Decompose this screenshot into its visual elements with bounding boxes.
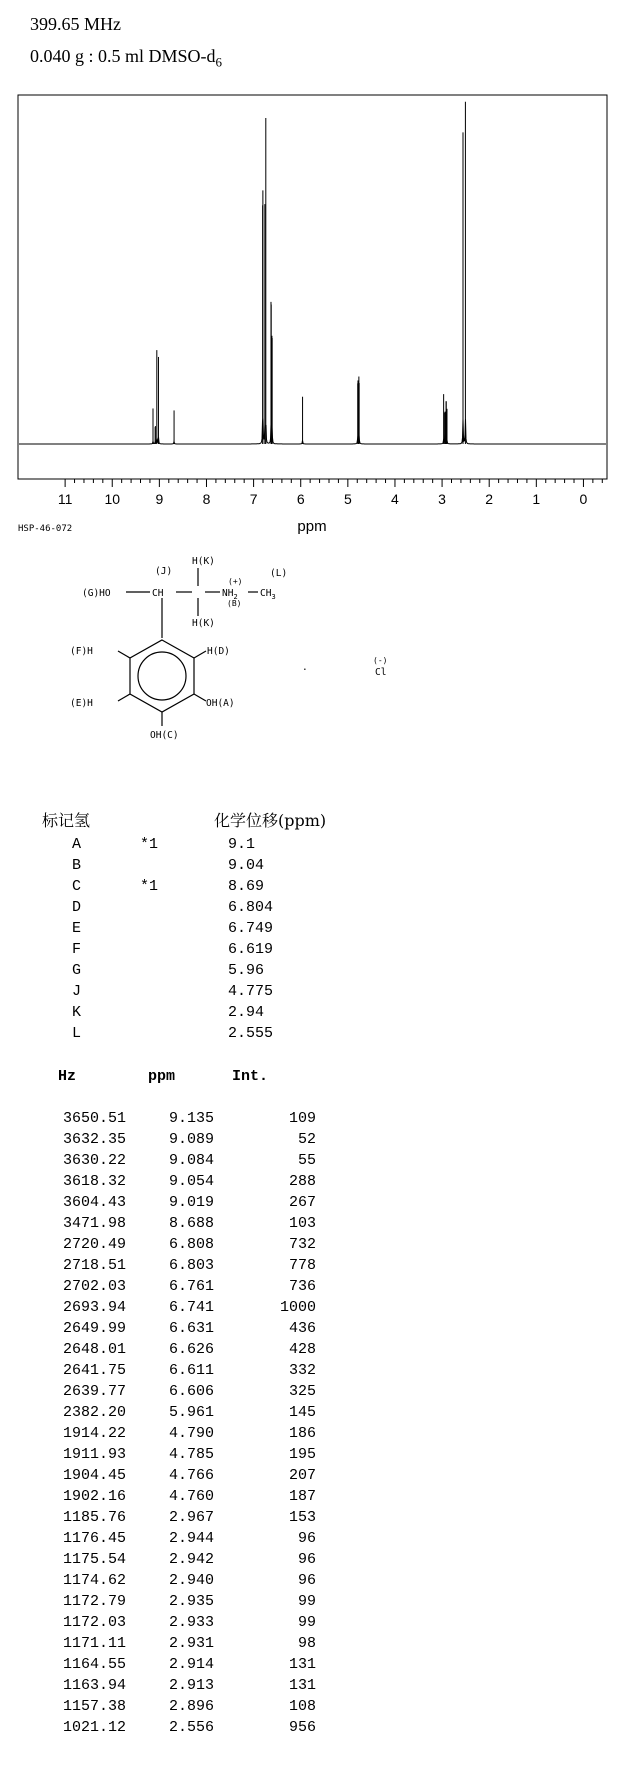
peak-ppm: 6.606 [168, 1383, 214, 1400]
peak-intensity: 145 [288, 1404, 316, 1421]
assignment-label: E [72, 920, 82, 937]
peak-hz: 1904.45 [62, 1467, 126, 1484]
peak-intensity: 96 [297, 1551, 316, 1568]
peak-hz: 3471.98 [62, 1215, 126, 1232]
peak-intensity: 99 [297, 1593, 316, 1610]
peak-intensity: 131 [288, 1677, 316, 1694]
x-tick-label: 1 [532, 491, 541, 507]
peak-intensity: 108 [288, 1698, 316, 1715]
peak-intensity: 732 [288, 1236, 316, 1253]
assignment-shift: 2.94 [228, 1004, 265, 1021]
label-oh-a: OH(A) [206, 698, 235, 709]
bond-ring-hd [194, 651, 206, 658]
label-d: H(D) [207, 646, 230, 657]
peak-lines [153, 102, 465, 444]
col-ppm: ppm [148, 1068, 176, 1085]
peak-hz: 1176.45 [62, 1530, 126, 1547]
peak-hz: 2382.20 [62, 1404, 126, 1421]
peak-hz: 1174.62 [62, 1572, 126, 1589]
peak-intensity: 55 [297, 1152, 316, 1169]
peak-ppm: 4.766 [168, 1467, 214, 1484]
peak-ppm: 2.896 [168, 1698, 214, 1715]
peak-hz: 3632.35 [62, 1131, 126, 1148]
label-l: (L) [270, 568, 288, 579]
x-tick-label: 8 [202, 491, 211, 507]
peak-hz: 1185.76 [62, 1509, 126, 1526]
label-plus: (+) [228, 577, 243, 586]
assignment-label: F [72, 941, 82, 958]
peak-hz: 1172.03 [62, 1614, 126, 1631]
peak-ppm: 6.626 [168, 1341, 214, 1358]
peak-ppm: 6.808 [168, 1236, 214, 1253]
peak-hz: 2693.94 [62, 1299, 126, 1316]
label-j: (J) [155, 566, 173, 577]
x-tick-label: 5 [343, 491, 352, 507]
label-nh2: $NH_2$ [222, 588, 238, 601]
peak-intensity: 956 [288, 1719, 316, 1736]
label-e: (E)H [70, 698, 93, 709]
peak-ppm: 5.961 [168, 1404, 214, 1421]
assignment-label: D [72, 899, 82, 916]
peak-hz: 2649.99 [62, 1320, 126, 1337]
peak-ppm: 9.089 [168, 1131, 214, 1148]
assignment-header-label: 标记氢 [42, 811, 91, 830]
peak-hz: 3618.32 [62, 1173, 126, 1190]
assignment-label: J [72, 983, 82, 1000]
peak-intensity: 207 [288, 1467, 316, 1484]
bond-ring-oha [194, 694, 206, 701]
frequency-label: 399.65 MHz [30, 14, 121, 34]
label-cl: Cl [375, 667, 387, 678]
peak-ppm: 2.967 [168, 1509, 214, 1526]
peak-intensity: 131 [288, 1656, 316, 1673]
peak-intensity: 195 [288, 1446, 316, 1463]
peak-ppm: 2.935 [168, 1593, 214, 1610]
peak-intensity: 96 [297, 1572, 316, 1589]
peak-intensity: 96 [297, 1530, 316, 1547]
assignment-shift: 2.555 [228, 1025, 274, 1042]
peak-ppm: 9.019 [168, 1194, 214, 1211]
peak-hz: 3604.43 [62, 1194, 126, 1211]
peak-ppm: 2.931 [168, 1635, 214, 1652]
peak-intensity: 109 [288, 1110, 316, 1127]
assignment-label: A [72, 836, 82, 853]
peak-intensity: 103 [288, 1215, 316, 1232]
peak-intensity: 736 [288, 1278, 316, 1295]
assignment-label: B [72, 857, 82, 874]
peak-hz: 1172.79 [62, 1593, 126, 1610]
peak-ppm: 2.913 [168, 1677, 214, 1694]
x-tick-label: 9 [155, 491, 164, 507]
peak-ppm: 2.944 [168, 1530, 214, 1547]
peak-ppm: 6.631 [168, 1320, 214, 1337]
bond-ring-hf [118, 651, 130, 658]
peak-ppm: 6.761 [168, 1278, 214, 1295]
assignment-shift: 9.04 [228, 857, 265, 874]
peak-intensity: 332 [288, 1362, 316, 1379]
bond-ring-he [118, 694, 130, 701]
peak-hz: 1902.16 [62, 1488, 126, 1505]
assignment-label: C [72, 878, 82, 895]
assignment-shift: 6.804 [228, 899, 274, 916]
peak-hz: 1914.22 [62, 1425, 126, 1442]
assignment-shift: 6.749 [228, 920, 274, 937]
peak-intensity: 778 [288, 1257, 316, 1274]
peak-hz: 1175.54 [62, 1551, 126, 1568]
spectrum-trace [19, 419, 606, 445]
label-minus: (-) [373, 656, 388, 665]
peak-intensity: 288 [288, 1173, 316, 1190]
peak-ppm: 4.760 [168, 1488, 214, 1505]
peak-ppm: 8.688 [168, 1215, 214, 1232]
label-ch: CH [152, 588, 164, 599]
assignment-shift: 5.96 [228, 962, 265, 979]
peak-hz: 1911.93 [62, 1446, 126, 1463]
x-tick-label: 11 [57, 491, 73, 507]
col-hz: Hz [58, 1068, 77, 1085]
peak-intensity: 186 [288, 1425, 316, 1442]
assignment-label: K [72, 1004, 82, 1021]
label-ch3: $CH_3$ [260, 588, 276, 601]
col-int: Int. [232, 1068, 269, 1085]
peak-ppm: 9.054 [168, 1173, 214, 1190]
assignment-note: *1 [140, 878, 159, 895]
peak-hz: 2641.75 [62, 1362, 126, 1379]
peak-ppm: 9.135 [168, 1110, 214, 1127]
peak-ppm: 6.803 [168, 1257, 214, 1274]
x-axis-label: ppm [297, 518, 327, 535]
label-b: (B) [227, 599, 242, 608]
peak-hz: 1171.11 [62, 1635, 126, 1652]
x-tick-label: 10 [104, 491, 121, 507]
x-tick-label: 3 [438, 491, 446, 507]
peak-intensity: 436 [288, 1320, 316, 1337]
peak-intensity: 187 [288, 1488, 316, 1505]
peak-ppm: 2.942 [168, 1551, 214, 1568]
peak-hz: 2639.77 [62, 1383, 126, 1400]
peak-intensity: 98 [297, 1635, 316, 1652]
peak-ppm: 9.084 [168, 1152, 214, 1169]
label-dot: . [302, 662, 308, 673]
x-tick-label: 4 [391, 491, 399, 507]
peak-hz: 3650.51 [62, 1110, 126, 1127]
peak-hz: 3630.22 [62, 1152, 126, 1169]
x-axis-ticks [65, 479, 602, 487]
assignment-shift: 6.619 [228, 941, 274, 958]
assignment-label: G [72, 962, 82, 979]
plot-frame [18, 95, 607, 479]
x-tick-label: 2 [485, 491, 494, 507]
peak-intensity: 428 [288, 1341, 316, 1358]
peak-hz: 2720.49 [62, 1236, 126, 1253]
peak-ppm: 2.933 [168, 1614, 214, 1631]
assignment-shift: 9.1 [228, 836, 256, 853]
x-tick-label: 0 [579, 491, 588, 507]
peak-hz: 2648.01 [62, 1341, 126, 1358]
assignment-shift: 4.775 [228, 983, 274, 1000]
peak-ppm: 2.940 [168, 1572, 214, 1589]
label-oh-c: OH(C) [150, 730, 179, 741]
benzene-ring [130, 640, 194, 712]
peak-intensity: 1000 [279, 1299, 316, 1316]
structure-diagram [0, 540, 625, 790]
label-oh-g: (G)HO [82, 588, 111, 599]
assignment-shift: 8.69 [228, 878, 265, 895]
peak-hz: 2718.51 [62, 1257, 126, 1274]
aromatic-circle [138, 652, 186, 700]
assignment-note: *1 [140, 836, 159, 853]
nmr-spectrum-chart [0, 0, 625, 540]
peak-ppm: 4.790 [168, 1425, 214, 1442]
peak-intensity: 99 [297, 1614, 316, 1631]
peak-intensity: 153 [288, 1509, 316, 1526]
peak-hz: 1157.38 [62, 1698, 126, 1715]
peak-ppm: 6.611 [168, 1362, 214, 1379]
peak-ppm: 2.914 [168, 1656, 214, 1673]
peak-hz: 1164.55 [62, 1656, 126, 1673]
peak-intensity: 267 [288, 1194, 316, 1211]
assignment-header-shift: 化学位移(ppm) [214, 811, 327, 830]
spectrum-id: HSP-46-072 [18, 524, 73, 534]
peak-ppm: 6.741 [168, 1299, 214, 1316]
peak-ppm: 2.556 [168, 1719, 214, 1736]
peak-hz: 1021.12 [62, 1719, 126, 1736]
label-f: (F)H [70, 646, 93, 657]
label-hk-bot: H(K) [192, 618, 215, 629]
sample-label: 0.040 g : 0.5 ml DMSO-$d_6$ [30, 46, 223, 70]
peak-hz: 1163.94 [62, 1677, 126, 1694]
x-axis-tick-labels [58, 491, 588, 507]
assignment-label: L [72, 1025, 82, 1042]
peak-intensity: 52 [297, 1131, 316, 1148]
label-hk-top: H(K) [192, 556, 215, 567]
peak-ppm: 4.785 [168, 1446, 214, 1463]
x-tick-label: 7 [249, 491, 258, 507]
peak-hz: 2702.03 [62, 1278, 126, 1295]
peak-intensity: 325 [288, 1383, 316, 1400]
x-tick-label: 6 [296, 491, 305, 507]
